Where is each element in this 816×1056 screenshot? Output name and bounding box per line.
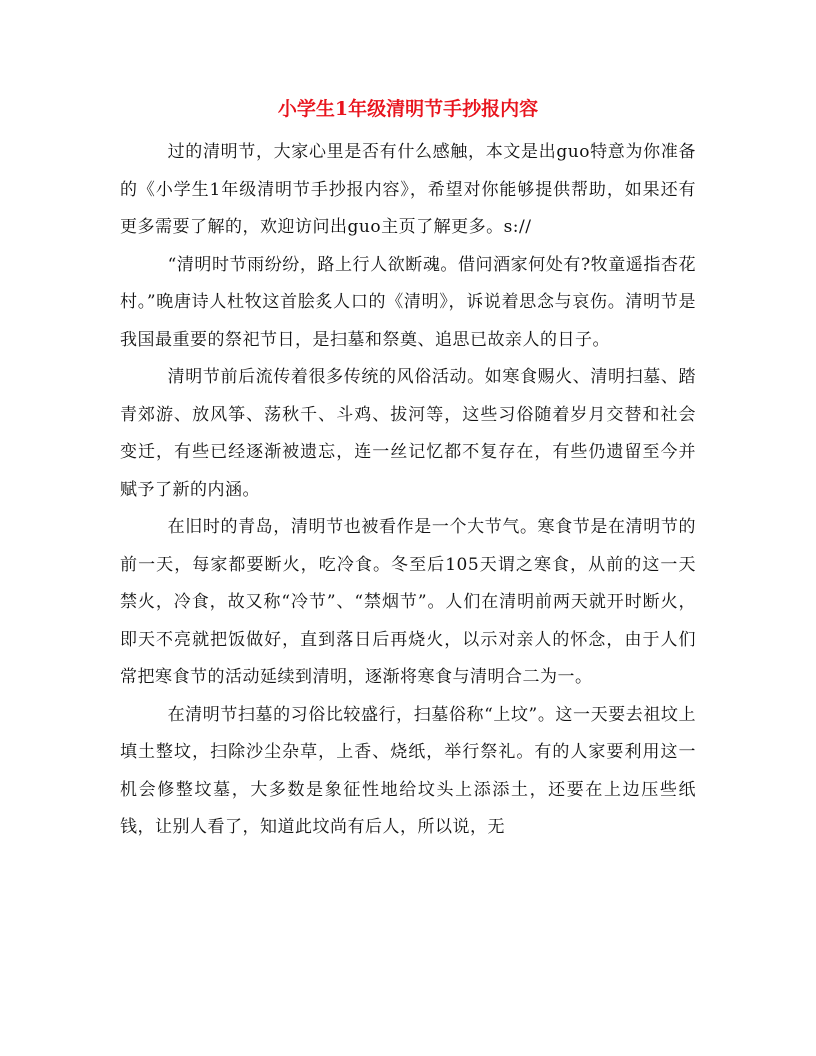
document-title: 小学生1年级清明节手抄报内容 [277, 98, 539, 120]
paragraph-intro: 过的清明节，大家心里是否有什么感触，本文是出guo特意为你准备的《小学生1年级清明节手抄报内容》，希望对你能够提供帮助，如果还有更多需要了解的，欢迎访问出guo主页了解更多。s:// [120, 142, 696, 237]
paragraph-tomb-sweeping: 在清明节扫墓的习俗比较盛行，扫墓俗称“上坟”。这一天要去祖坟上填土整坟，扫除沙尘杂草，上香、烧纸，举行祭礼。有的人家要利用这一机会修整坟墓，大多数是象征性地给坟头上添添土，还要在上边压些纸钱，让别人看了，知道此坟尚有后人，所以说，无 [120, 704, 696, 837]
paragraph-customs: 清明节前后流传着很多传统的风俗活动。如寒食赐火、清明扫墓、踏青郊游、放风筝、荡秋千、斗鸡、拔河等，这些习俗随着岁月交替和社会变迁，有些已经逐渐被遗忘，连一丝记忆都不复存在，有些仍遗留至今并赋予了新的内涵。 [120, 367, 696, 500]
paragraph-qingdao: 在旧时的青岛，清明节也被看作是一个大节气。寒食节是在清明节的前一天，每家都要断火，吃冷食。冬至后105天谓之寒食，从前的这一天禁火，冷食，故又称“冷节”、“禁烟节”。人们在清明前两天就开时断火，即天不亮就把饭做好，直到落日后再烧火，以示对亲人的怀念，由于人们常把寒食节的活动延续到清明，逐渐将寒食与清明合二为一。 [120, 517, 696, 687]
document-body [120, 134, 696, 847]
paragraph-poem: “清明时节雨纷纷，路上行人欲断魂。借问酒家何处有?牧童遥指杏花村。”晚唐诗人杜牧这首脍炙人口的《清明》，诉说着思念与哀伤。清明节是我国最重要的祭祀节日，是扫墓和祭奠、追思已故亲人的日子。 [120, 254, 696, 350]
